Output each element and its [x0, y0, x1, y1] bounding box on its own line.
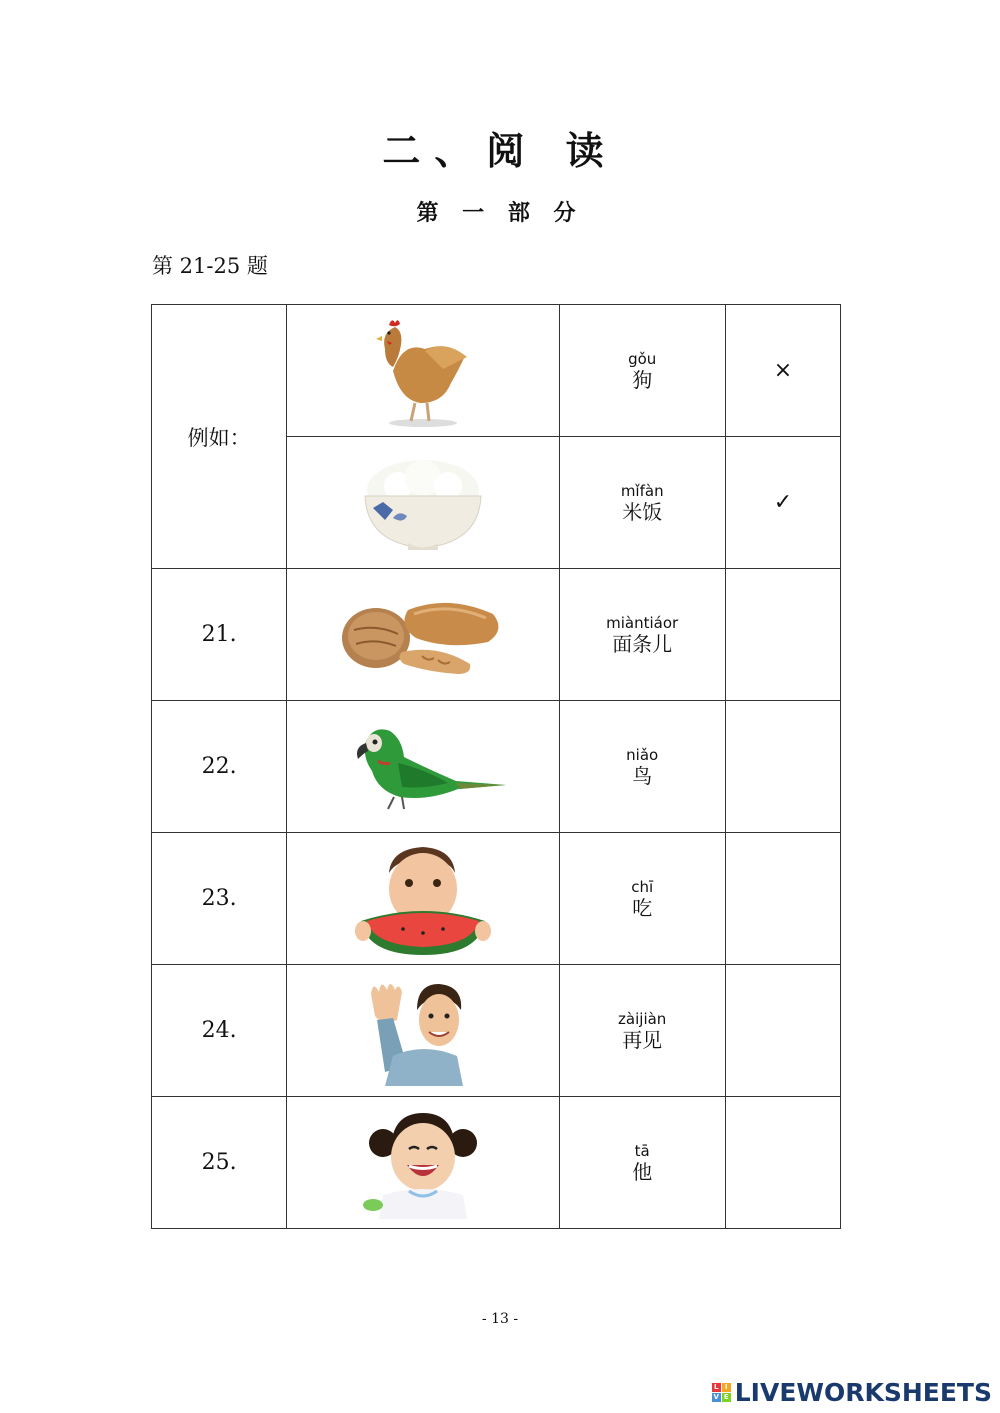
pinyin-text: chī [631, 877, 654, 896]
question-number: 21. [152, 569, 287, 701]
answer-cell[interactable] [725, 965, 840, 1097]
word-cell [559, 1097, 725, 1229]
picture-cell [287, 833, 559, 965]
answer-box[interactable] [726, 701, 840, 832]
hanzi-text: 面条儿 [612, 631, 673, 656]
table-row [152, 305, 841, 437]
word-cell [559, 437, 725, 569]
liveworksheets-logo[interactable] [712, 1376, 992, 1408]
answer-cell[interactable] [725, 437, 840, 569]
answer-box[interactable] [726, 569, 840, 700]
brand-name: LIVEWORKSHEETS [734, 1377, 992, 1407]
pinyin-text: niǎo [626, 745, 659, 764]
question-number: 22. [152, 701, 287, 833]
pinyin-text: miàntiáor [606, 613, 679, 632]
answer-cell[interactable] [725, 1097, 840, 1229]
word-cell [559, 833, 725, 965]
cross-mark: × [773, 358, 793, 383]
hanzi-text: 吃 [632, 895, 653, 920]
hanzi-text: 鸟 [632, 763, 653, 788]
example-label: 例如： [152, 305, 287, 569]
answer-cell[interactable] [725, 305, 840, 437]
word-cell [559, 305, 725, 437]
page-number: - 13 - [481, 1311, 519, 1327]
word-cell [559, 569, 725, 701]
word-cell [559, 965, 725, 1097]
hanzi-text: 他 [632, 1159, 653, 1184]
table-row [152, 569, 841, 701]
rice-bowl-image [353, 448, 493, 558]
logo-letter: I [722, 1383, 731, 1392]
answer-box[interactable] [726, 1097, 840, 1228]
section-title: 二、阅 读 [382, 128, 618, 173]
question-range: 第 21-25 题 [152, 254, 268, 278]
picture-cell [287, 1097, 559, 1229]
logo-icon [712, 1383, 731, 1402]
answer-box[interactable] [726, 965, 840, 1096]
question-number: 24. [152, 965, 287, 1097]
table-row [152, 965, 841, 1097]
picture-cell [287, 305, 559, 437]
laughing-girl-image [353, 1107, 493, 1219]
table-row [152, 701, 841, 833]
answer-cell[interactable] [725, 569, 840, 701]
picture-cell [287, 965, 559, 1097]
parrot-image [338, 717, 508, 817]
pinyin-text: gǒu [628, 349, 657, 368]
table-row [152, 1097, 841, 1229]
logo-letter: V [713, 1392, 719, 1401]
answer-cell[interactable] [725, 833, 840, 965]
boy-eating-watermelon-image [353, 843, 493, 955]
pinyin-text: tā [634, 1141, 650, 1160]
pinyin-text: mǐfàn [620, 481, 664, 500]
check-mark: ✓ [773, 490, 793, 515]
picture-cell [287, 701, 559, 833]
hanzi-text: 狗 [632, 367, 653, 392]
picture-cell [287, 437, 559, 569]
logo-letter: E [722, 1393, 731, 1402]
chicken-image [363, 311, 483, 431]
answer-cell[interactable] [725, 701, 840, 833]
pinyin-text: zàijiàn [618, 1009, 667, 1028]
logo-letter: L [712, 1383, 721, 1392]
hanzi-text: 米饭 [622, 499, 663, 524]
worksheet-table [151, 304, 841, 1229]
picture-cell [287, 569, 559, 701]
question-number: 25. [152, 1097, 287, 1229]
table-row [152, 833, 841, 965]
man-waving-image [363, 976, 483, 1086]
word-cell [559, 701, 725, 833]
part-title: 第 一 部 分 [416, 200, 584, 226]
question-number: 23. [152, 833, 287, 965]
answer-box[interactable] [726, 833, 840, 964]
hanzi-text: 再见 [622, 1027, 663, 1052]
bread-image [338, 590, 508, 680]
